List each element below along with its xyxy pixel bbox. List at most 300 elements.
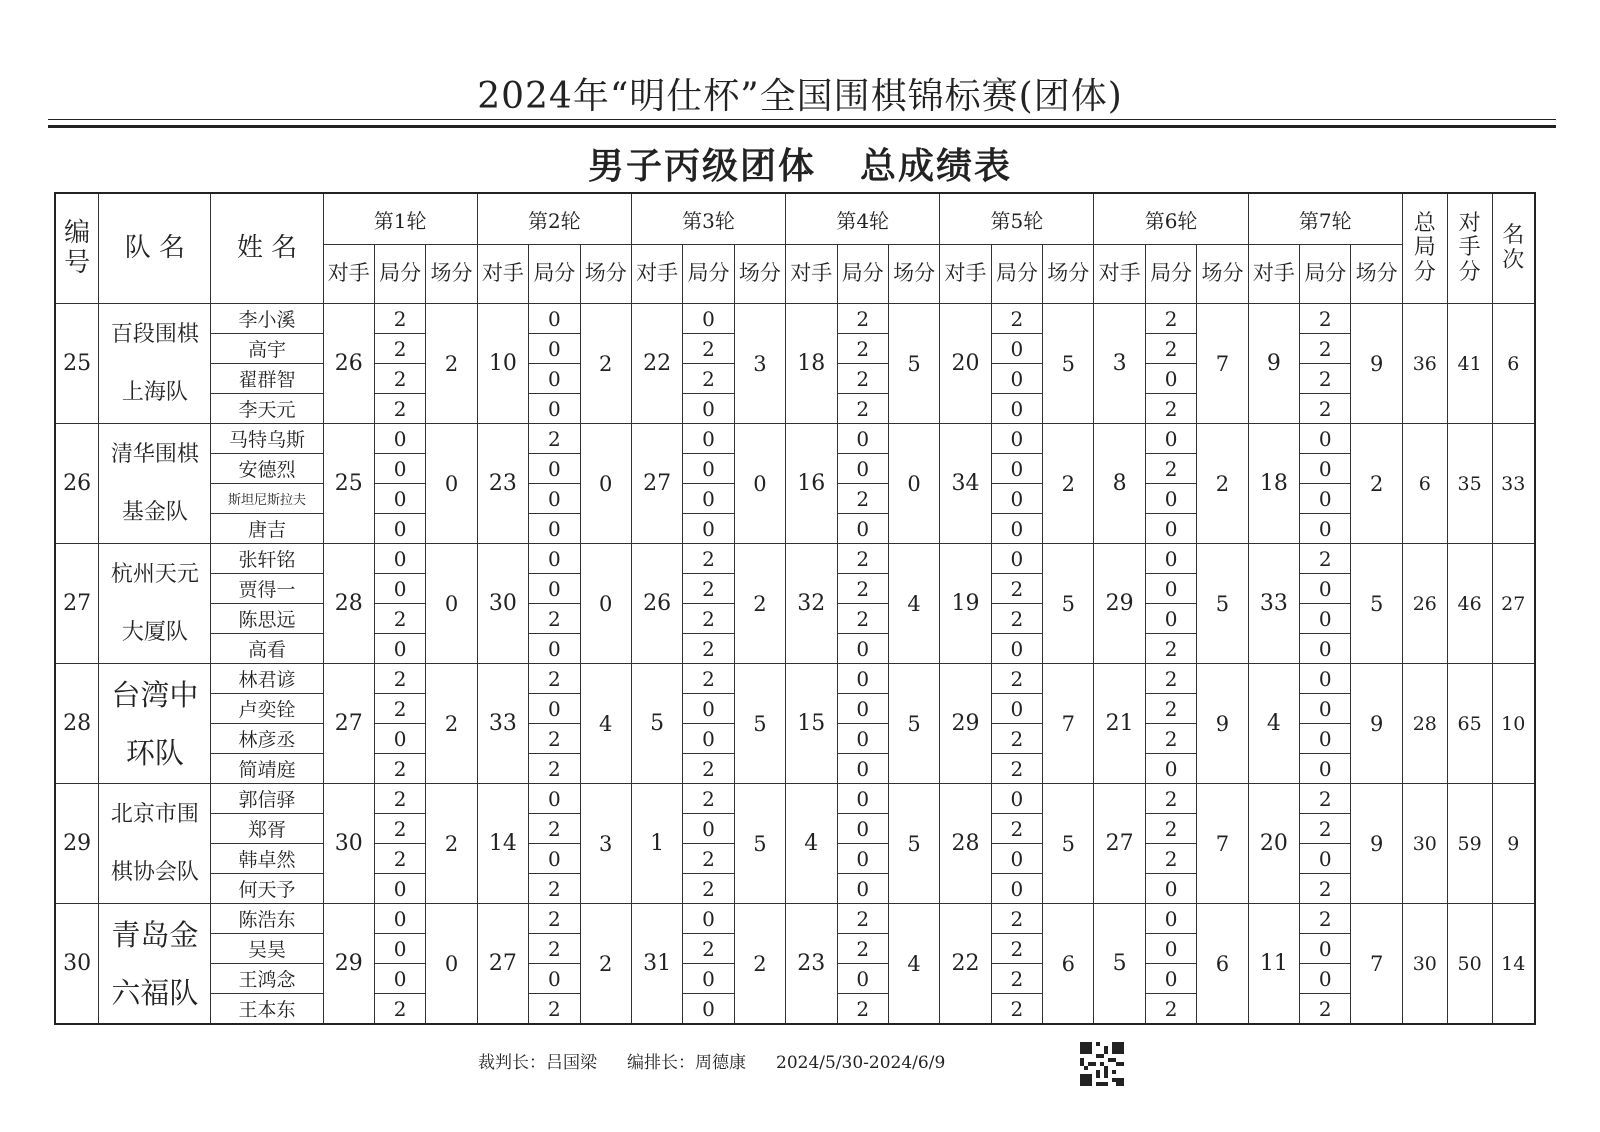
header-number: 编号 — [55, 193, 99, 304]
game-score: 2 — [991, 964, 1042, 994]
header-round: 第3轮 — [631, 193, 785, 245]
game-score: 0 — [529, 964, 580, 994]
table-row — [55, 904, 1535, 934]
table-row — [55, 664, 1535, 694]
game-score: 0 — [529, 574, 580, 604]
game-score: 2 — [991, 604, 1042, 634]
game-score: 0 — [1300, 514, 1351, 544]
game-score: 2 — [683, 634, 734, 664]
team-number: 29 — [55, 784, 99, 904]
header-opponent: 对手 — [1094, 245, 1145, 304]
team-rank: 10 — [1492, 664, 1535, 784]
header-match-score: 场分 — [888, 245, 939, 304]
round-opponent: 29 — [323, 904, 374, 1025]
round-opponent: 3 — [1094, 304, 1145, 424]
game-score: 2 — [374, 694, 425, 724]
match-score: 7 — [1351, 904, 1402, 1025]
game-score: 2 — [374, 364, 425, 394]
match-score: 6 — [1043, 904, 1094, 1025]
game-score: 0 — [529, 364, 580, 394]
round-opponent: 30 — [323, 784, 374, 904]
header-round: 第4轮 — [786, 193, 940, 245]
game-score: 0 — [837, 634, 888, 664]
header-opponent: 对手 — [631, 245, 682, 304]
game-score: 2 — [837, 574, 888, 604]
game-score: 0 — [837, 424, 888, 454]
match-score: 9 — [1351, 784, 1402, 904]
player-name: 安德烈 — [211, 454, 323, 484]
match-score: 9 — [1351, 304, 1402, 424]
game-score: 0 — [837, 454, 888, 484]
game-score: 0 — [1145, 904, 1196, 934]
player-name: 马特乌斯 — [211, 424, 323, 454]
game-score: 0 — [837, 664, 888, 694]
game-score: 2 — [374, 664, 425, 694]
game-score: 2 — [837, 934, 888, 964]
table-row — [55, 784, 1535, 814]
game-score: 0 — [1145, 574, 1196, 604]
header-match-score: 场分 — [734, 245, 785, 304]
player-name: 陈思远 — [211, 604, 323, 634]
player-name: 林君谚 — [211, 664, 323, 694]
game-score: 0 — [837, 694, 888, 724]
match-score: 5 — [1043, 544, 1094, 664]
game-score: 2 — [1145, 394, 1196, 424]
game-score: 0 — [991, 364, 1042, 394]
round-opponent: 5 — [631, 664, 682, 784]
player-name: 郑胥 — [211, 814, 323, 844]
header-total-game-score: 总局分 — [1402, 193, 1447, 304]
match-score: 2 — [1197, 424, 1248, 544]
game-score: 0 — [374, 424, 425, 454]
game-score: 2 — [683, 544, 734, 574]
total-game-score: 6 — [1402, 424, 1447, 544]
round-opponent: 27 — [631, 424, 682, 544]
match-score: 0 — [580, 424, 631, 544]
header-match-score: 场分 — [580, 245, 631, 304]
game-score: 2 — [683, 334, 734, 364]
game-score: 2 — [1145, 694, 1196, 724]
game-score: 2 — [683, 664, 734, 694]
game-score: 0 — [683, 694, 734, 724]
qr-code-icon — [1080, 1042, 1124, 1086]
subtitle-table-name: 总成绩表 — [860, 146, 1013, 187]
opponent-score: 41 — [1447, 304, 1492, 424]
game-score: 2 — [1300, 874, 1351, 904]
round-opponent: 25 — [323, 424, 374, 544]
match-score: 5 — [888, 784, 939, 904]
round-opponent: 20 — [1248, 784, 1299, 904]
game-score: 2 — [374, 994, 425, 1025]
round-opponent: 23 — [477, 424, 528, 544]
team-name-line: 环队 — [125, 735, 184, 770]
subtitle-category: 男子丙级团体 — [587, 146, 816, 187]
game-score: 0 — [1145, 604, 1196, 634]
team-name-line: 杭州天元 — [110, 562, 199, 588]
game-score: 2 — [1300, 994, 1351, 1025]
player-name: 陈浩东 — [211, 904, 323, 934]
game-score: 0 — [683, 904, 734, 934]
game-score: 0 — [1300, 454, 1351, 484]
team-rank: 27 — [1492, 544, 1535, 664]
total-game-score: 36 — [1402, 304, 1447, 424]
round-opponent: 4 — [1248, 664, 1299, 784]
game-score: 2 — [991, 304, 1042, 334]
game-score: 2 — [1300, 304, 1351, 334]
round-opponent: 29 — [940, 664, 991, 784]
game-score: 0 — [1300, 604, 1351, 634]
game-score: 0 — [1145, 424, 1196, 454]
header-round: 第6轮 — [1094, 193, 1248, 245]
header-game-score: 局分 — [1300, 245, 1351, 304]
game-score: 0 — [1300, 964, 1351, 994]
game-score: 0 — [374, 544, 425, 574]
player-name: 林彦丞 — [211, 724, 323, 754]
team-name-line: 百段围棋 — [110, 322, 199, 348]
game-score: 2 — [529, 814, 580, 844]
game-score: 2 — [991, 994, 1042, 1025]
game-score: 2 — [991, 904, 1042, 934]
round-opponent: 15 — [786, 664, 837, 784]
table-subtitle — [0, 138, 1600, 189]
header-match-score: 场分 — [1351, 245, 1402, 304]
game-score: 0 — [683, 514, 734, 544]
game-score: 2 — [1145, 784, 1196, 814]
tournament-dates: 2024/5/30-2024/6/9 — [776, 1053, 946, 1073]
game-score: 2 — [1300, 394, 1351, 424]
game-score: 2 — [529, 934, 580, 964]
header-game-score: 局分 — [374, 245, 425, 304]
game-score: 0 — [374, 514, 425, 544]
match-score: 0 — [426, 904, 477, 1025]
game-score: 0 — [683, 394, 734, 424]
header-game-score: 局分 — [991, 245, 1042, 304]
game-score: 2 — [1145, 454, 1196, 484]
game-score: 2 — [1300, 334, 1351, 364]
game-score: 2 — [1145, 724, 1196, 754]
header-game-score: 局分 — [683, 245, 734, 304]
game-score: 0 — [991, 844, 1042, 874]
game-score: 2 — [991, 814, 1042, 844]
game-score: 0 — [529, 484, 580, 514]
table-row — [55, 544, 1535, 574]
game-score: 2 — [837, 994, 888, 1025]
team-name-line: 青岛金 — [111, 917, 199, 952]
game-score: 2 — [1145, 664, 1196, 694]
game-score: 0 — [991, 784, 1042, 814]
game-score: 2 — [991, 574, 1042, 604]
team-name — [99, 544, 211, 664]
game-score: 0 — [991, 694, 1042, 724]
game-score: 0 — [991, 424, 1042, 454]
game-score: 0 — [1300, 664, 1351, 694]
game-score: 0 — [1300, 574, 1351, 604]
team-name-line: 基金队 — [121, 499, 188, 525]
player-name: 简靖庭 — [211, 754, 323, 784]
total-game-score: 30 — [1402, 784, 1447, 904]
player-name: 卢奕铨 — [211, 694, 323, 724]
match-score: 3 — [734, 304, 785, 424]
game-score: 2 — [1300, 904, 1351, 934]
game-score: 0 — [1300, 724, 1351, 754]
game-score: 0 — [1145, 754, 1196, 784]
header-round: 第5轮 — [940, 193, 1094, 245]
match-score: 7 — [1197, 304, 1248, 424]
game-score: 0 — [529, 454, 580, 484]
player-name: 郭信驿 — [211, 784, 323, 814]
round-opponent: 16 — [786, 424, 837, 544]
game-score: 2 — [1300, 784, 1351, 814]
round-opponent: 4 — [786, 784, 837, 904]
game-score: 2 — [683, 574, 734, 604]
round-opponent: 28 — [940, 784, 991, 904]
team-name — [99, 304, 211, 424]
match-score: 2 — [426, 784, 477, 904]
game-score: 2 — [991, 724, 1042, 754]
game-score: 0 — [683, 454, 734, 484]
game-score: 2 — [374, 814, 425, 844]
header-round: 第2轮 — [477, 193, 631, 245]
round-opponent: 32 — [786, 544, 837, 664]
table-row — [55, 424, 1535, 454]
game-score: 2 — [1300, 544, 1351, 574]
chief-arranger: 编排长：周德康 — [627, 1053, 746, 1073]
game-score: 2 — [529, 874, 580, 904]
game-score: 2 — [374, 394, 425, 424]
match-score: 4 — [888, 544, 939, 664]
match-score: 5 — [1043, 304, 1094, 424]
game-score: 2 — [1145, 334, 1196, 364]
game-score: 2 — [1145, 844, 1196, 874]
game-score: 0 — [1145, 364, 1196, 394]
player-name: 高看 — [211, 634, 323, 664]
game-score: 0 — [991, 484, 1042, 514]
match-score: 2 — [426, 304, 477, 424]
player-name: 贾得一 — [211, 574, 323, 604]
game-score: 2 — [529, 724, 580, 754]
game-score: 2 — [374, 334, 425, 364]
game-score: 0 — [1300, 934, 1351, 964]
game-score: 2 — [374, 844, 425, 874]
game-score: 0 — [683, 994, 734, 1025]
game-score: 0 — [837, 814, 888, 844]
team-number: 25 — [55, 304, 99, 424]
match-score: 7 — [1197, 784, 1248, 904]
header-match-score: 场分 — [1197, 245, 1248, 304]
match-score: 9 — [1351, 664, 1402, 784]
game-score: 2 — [529, 754, 580, 784]
game-score: 0 — [529, 634, 580, 664]
header-opponent-score: 对手分 — [1447, 193, 1492, 304]
game-score: 0 — [991, 454, 1042, 484]
game-score: 2 — [991, 754, 1042, 784]
header-round: 第7轮 — [1248, 193, 1402, 245]
game-score: 2 — [1145, 634, 1196, 664]
game-score: 2 — [683, 874, 734, 904]
team-name — [99, 784, 211, 904]
opponent-score: 35 — [1447, 424, 1492, 544]
game-score: 0 — [837, 724, 888, 754]
round-opponent: 27 — [477, 904, 528, 1025]
round-opponent: 8 — [1094, 424, 1145, 544]
header-opponent: 对手 — [477, 245, 528, 304]
document-title: 2024年“明仕杯”全国围棋锦标赛(团体) — [477, 76, 1123, 117]
game-score: 0 — [991, 394, 1042, 424]
game-score: 2 — [683, 754, 734, 784]
match-score: 6 — [1197, 904, 1248, 1025]
game-score: 0 — [837, 964, 888, 994]
match-score: 2 — [734, 904, 785, 1025]
total-game-score: 26 — [1402, 544, 1447, 664]
game-score: 0 — [1300, 694, 1351, 724]
round-opponent: 10 — [477, 304, 528, 424]
match-score: 5 — [734, 784, 785, 904]
round-opponent: 21 — [1094, 664, 1145, 784]
round-opponent: 31 — [631, 904, 682, 1025]
team-number: 27 — [55, 544, 99, 664]
round-opponent: 18 — [1248, 424, 1299, 544]
team-name-line: 台湾中 — [111, 677, 199, 712]
round-opponent: 5 — [1094, 904, 1145, 1025]
game-score: 2 — [683, 934, 734, 964]
game-score: 2 — [374, 604, 425, 634]
game-score: 2 — [837, 304, 888, 334]
team-number: 30 — [55, 904, 99, 1025]
header-rank: 名次 — [1492, 193, 1535, 304]
game-score: 0 — [683, 724, 734, 754]
team-number: 26 — [55, 424, 99, 544]
header-opponent: 对手 — [940, 245, 991, 304]
game-score: 2 — [1145, 814, 1196, 844]
game-score: 2 — [837, 334, 888, 364]
team-name — [99, 664, 211, 784]
game-score: 0 — [374, 634, 425, 664]
player-name: 韩卓然 — [211, 844, 323, 874]
game-score: 2 — [837, 904, 888, 934]
player-name: 何天予 — [211, 874, 323, 904]
team-number: 28 — [55, 664, 99, 784]
game-score: 0 — [1300, 754, 1351, 784]
game-score: 2 — [837, 544, 888, 574]
opponent-score: 50 — [1447, 904, 1492, 1025]
game-score: 0 — [683, 484, 734, 514]
game-score: 0 — [837, 514, 888, 544]
match-score: 5 — [734, 664, 785, 784]
results-table — [54, 192, 1536, 1025]
game-score: 0 — [1300, 844, 1351, 874]
game-score: 2 — [837, 394, 888, 424]
game-score: 2 — [529, 604, 580, 634]
game-score: 2 — [529, 424, 580, 454]
game-score: 2 — [837, 484, 888, 514]
game-score: 0 — [374, 874, 425, 904]
total-game-score: 28 — [1402, 664, 1447, 784]
team-name-line: 六福队 — [111, 975, 199, 1010]
table-row — [55, 304, 1535, 334]
team-name — [99, 904, 211, 1025]
team-name-line: 北京市围 — [110, 802, 199, 828]
round-opponent: 30 — [477, 544, 528, 664]
round-opponent: 33 — [1248, 544, 1299, 664]
round-opponent: 20 — [940, 304, 991, 424]
game-score: 2 — [837, 604, 888, 634]
match-score: 2 — [1043, 424, 1094, 544]
round-opponent: 27 — [323, 664, 374, 784]
game-score: 0 — [837, 754, 888, 784]
player-name: 李天元 — [211, 394, 323, 424]
game-score: 2 — [374, 304, 425, 334]
game-score: 0 — [1145, 964, 1196, 994]
match-score: 2 — [580, 904, 631, 1025]
round-opponent: 11 — [1248, 904, 1299, 1025]
header-game-score: 局分 — [837, 245, 888, 304]
game-score: 0 — [683, 304, 734, 334]
game-score: 2 — [991, 934, 1042, 964]
game-score: 0 — [991, 334, 1042, 364]
team-name-line: 大厦队 — [121, 619, 188, 645]
game-score: 0 — [529, 304, 580, 334]
title-rule-thin — [48, 119, 1556, 120]
game-score: 0 — [374, 484, 425, 514]
round-opponent: 28 — [323, 544, 374, 664]
game-score: 2 — [374, 754, 425, 784]
game-score: 0 — [991, 634, 1042, 664]
header-match-score: 场分 — [1043, 245, 1094, 304]
player-name: 王本东 — [211, 994, 323, 1025]
player-name: 王鸿念 — [211, 964, 323, 994]
game-score: 2 — [1300, 364, 1351, 394]
game-score: 0 — [374, 964, 425, 994]
match-score: 9 — [1197, 664, 1248, 784]
match-score: 0 — [426, 424, 477, 544]
game-score: 0 — [991, 514, 1042, 544]
game-score: 2 — [529, 904, 580, 934]
match-score: 0 — [734, 424, 785, 544]
game-score: 2 — [1145, 994, 1196, 1025]
game-score: 2 — [683, 364, 734, 394]
team-rank: 33 — [1492, 424, 1535, 544]
game-score: 0 — [837, 874, 888, 904]
game-score: 2 — [683, 604, 734, 634]
match-score: 0 — [580, 544, 631, 664]
match-score: 3 — [580, 784, 631, 904]
match-score: 2 — [734, 544, 785, 664]
round-opponent: 23 — [786, 904, 837, 1025]
player-name: 翟群智 — [211, 364, 323, 394]
match-score: 5 — [888, 664, 939, 784]
round-opponent: 22 — [940, 904, 991, 1025]
team-name — [99, 424, 211, 544]
game-score: 2 — [529, 664, 580, 694]
header-opponent: 对手 — [323, 245, 374, 304]
opponent-score: 59 — [1447, 784, 1492, 904]
game-score: 2 — [529, 994, 580, 1025]
match-score: 4 — [580, 664, 631, 784]
game-score: 0 — [837, 844, 888, 874]
team-rank: 14 — [1492, 904, 1535, 1025]
player-name: 吴昊 — [211, 934, 323, 964]
round-opponent: 1 — [631, 784, 682, 904]
round-opponent: 34 — [940, 424, 991, 544]
game-score: 0 — [529, 544, 580, 574]
header-team: 队 名 — [99, 193, 211, 304]
game-score: 0 — [683, 814, 734, 844]
player-name: 斯坦尼斯拉夫 — [211, 484, 323, 514]
team-rank: 9 — [1492, 784, 1535, 904]
game-score: 0 — [837, 784, 888, 814]
team-name-line: 清华围棋 — [110, 442, 199, 468]
game-score: 0 — [1145, 934, 1196, 964]
